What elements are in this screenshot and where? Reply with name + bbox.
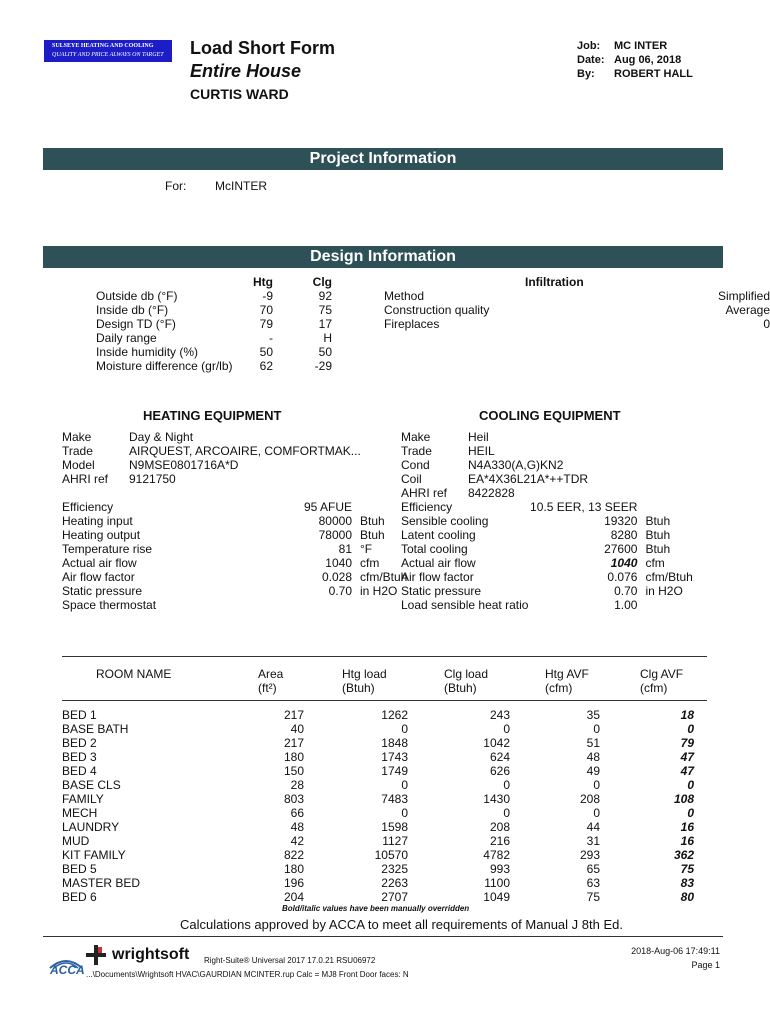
- infiltration-value: 0: [763, 317, 770, 331]
- room-name-cell: KIT FAMILY: [62, 848, 126, 862]
- cooling-spec-row: [401, 542, 693, 556]
- room-htg-avf-cell: 63: [586, 876, 600, 890]
- for-value: McINTER: [215, 179, 267, 193]
- room-clg-avf-cell: 83: [680, 876, 694, 890]
- room-htg-avf-cell: 51: [586, 736, 600, 750]
- heating-info-label: AHRI ref: [62, 472, 109, 486]
- room-htg-cell: 2707: [381, 890, 408, 904]
- heating-spec-value: 1040: [325, 556, 352, 570]
- design-label: Inside db (°F): [96, 303, 169, 317]
- room-name-cell: BED 3: [62, 750, 97, 764]
- table-row: [62, 778, 694, 792]
- cooling-spec-value: 27600: [604, 542, 638, 556]
- table-row: [62, 736, 694, 750]
- room-htg-cell: 0: [401, 806, 408, 820]
- cooling-spec-value: 0.076: [607, 570, 638, 584]
- infiltration-row: [384, 289, 770, 303]
- cooling-info-label: Make: [401, 430, 431, 444]
- room-htg-avf-cell: 293: [579, 848, 600, 862]
- room-area-cell: 217: [283, 736, 304, 750]
- room-clg-avf-cell: 0: [687, 778, 694, 792]
- room-name-cell: FAMILY: [62, 792, 104, 806]
- design-row: [96, 331, 332, 345]
- htg-load-header-label: Htg load: [342, 667, 387, 681]
- heating-spec-row: [62, 542, 407, 556]
- room-htg-cell: 0: [401, 778, 408, 792]
- design-label: Moisture difference (gr/lb): [96, 359, 233, 373]
- design-row: [96, 317, 332, 331]
- heating-equipment-title: HEATING EQUIPMENT: [143, 408, 282, 423]
- cooling-spec-unit: Btuh: [645, 528, 671, 542]
- table-row: [62, 890, 694, 904]
- heating-info-row: [62, 444, 361, 458]
- cooling-info-row: [401, 458, 588, 472]
- table-row: [62, 722, 694, 736]
- cooling-spec-unit: [637, 598, 692, 612]
- heating-spec-unit: Btuh: [360, 528, 385, 542]
- infiltration-value: Simplified: [717, 289, 770, 303]
- room-htg-cell: 10570: [374, 848, 408, 862]
- cooling-spec-unit: [637, 500, 692, 514]
- room-name-cell: LAUNDRY: [62, 820, 120, 834]
- design-conditions: [96, 275, 332, 373]
- heating-spec-unit: [352, 500, 407, 514]
- room-clg-avf-cell: 79: [680, 736, 694, 750]
- design-clg-value: 17: [318, 317, 332, 331]
- wrightsoft-brand: wrightsoft: [112, 946, 190, 963]
- room-area-cell: 66: [290, 806, 304, 820]
- by-label: By:: [577, 68, 595, 80]
- acca-logo-text: ACCA: [50, 963, 85, 977]
- clg-load-header-label: Clg load: [444, 667, 489, 681]
- room-htg-avf-cell: 31: [586, 834, 600, 848]
- job-meta-labels: [577, 39, 605, 81]
- infiltration-row: [384, 317, 770, 331]
- heating-info-row: [62, 430, 361, 444]
- room-name-cell: BASE CLS: [62, 778, 121, 792]
- design-clg-value: 92: [318, 289, 332, 303]
- infiltration-label: Construction quality: [384, 303, 490, 317]
- cooling-info-row: [401, 444, 588, 458]
- room-htg-cell: 1262: [381, 708, 408, 722]
- heating-spec-value: 0.028: [321, 570, 352, 584]
- cooling-spec-unit: Btuh: [645, 542, 671, 556]
- print-timestamp: 2018-Aug-06 17:49:11: [631, 946, 720, 956]
- room-name-cell: MECH: [62, 806, 98, 820]
- heating-spec-value: 0.70: [328, 584, 352, 598]
- room-clg-cell: 208: [489, 820, 510, 834]
- htg-avf-header: [545, 667, 589, 695]
- room-clg-cell: 243: [489, 708, 510, 722]
- table-row: [62, 862, 694, 876]
- heating-info-value: 9121750: [129, 472, 176, 486]
- design-clg-value: 50: [318, 345, 332, 359]
- room-htg-avf-cell: 49: [586, 764, 600, 778]
- room-clg-cell: 626: [489, 764, 510, 778]
- room-clg-avf-cell: 47: [680, 764, 694, 778]
- heating-spec-unit: in H2O: [360, 584, 398, 598]
- cooling-info-row: [401, 472, 588, 486]
- room-htg-avf-cell: 65: [586, 862, 600, 876]
- design-label: Daily range: [96, 331, 157, 345]
- table-row: [62, 750, 694, 764]
- by-value: ROBERT HALL: [614, 68, 693, 80]
- cooling-spec-label: Latent cooling: [401, 528, 476, 542]
- htg-load-header-unit: (Btuh): [342, 681, 375, 695]
- clg-col-header: Clg: [312, 275, 332, 289]
- room-area-cell: 42: [290, 834, 304, 848]
- heating-info-value: N9MSE0801716A*D: [129, 458, 239, 472]
- design-label: Outside db (°F): [96, 289, 178, 303]
- room-htg-cell: 0: [401, 722, 408, 736]
- cooling-spec-value: 10.5 EER, 13 SEER: [530, 500, 638, 514]
- infiltration-header: Infiltration: [525, 275, 584, 289]
- design-htg-value: 50: [259, 345, 273, 359]
- clg-avf-header: [640, 667, 683, 695]
- design-row: [96, 303, 332, 317]
- cooling-spec-label: Air flow factor: [401, 570, 474, 584]
- client-name: CURTIS WARD: [190, 86, 289, 102]
- table-row: [62, 820, 694, 834]
- cooling-spec-row: [401, 528, 693, 542]
- cooling-spec-label: Load sensible heat ratio: [401, 598, 529, 612]
- design-spacer: [273, 345, 307, 359]
- heating-info-row: [62, 458, 361, 472]
- cooling-spec-label: Static pressure: [401, 584, 482, 598]
- room-table-header-rule: [62, 700, 707, 701]
- heating-spec-row: [62, 570, 407, 584]
- area-header-unit: (ft²): [258, 681, 277, 695]
- design-htg-value: -9: [262, 289, 273, 303]
- clg-load-header: [444, 667, 488, 695]
- room-clg-cell: 216: [489, 834, 510, 848]
- page-subtitle: Entire House: [190, 61, 302, 81]
- room-clg-avf-cell: 18: [680, 708, 694, 722]
- design-label: Inside humidity (%): [96, 345, 199, 359]
- room-clg-avf-cell: 108: [673, 792, 694, 806]
- cooling-spec-unit: in H2O: [645, 584, 683, 598]
- room-name-cell: MUD: [62, 834, 90, 848]
- heating-spec-value: 80000: [318, 514, 352, 528]
- cooling-spec-value: 19320: [604, 514, 638, 528]
- table-row: [62, 708, 694, 722]
- wrightsoft-logo: [86, 945, 108, 968]
- heating-spec-label: Air flow factor: [62, 570, 135, 584]
- room-table-top-rule: [62, 656, 707, 657]
- heating-spec-unit: °F: [360, 542, 373, 556]
- cooling-spec-label: Efficiency: [401, 500, 453, 514]
- cooling-info-value: N4A330(A,G)KN2: [468, 458, 564, 472]
- room-clg-avf-cell: 16: [680, 834, 694, 848]
- design-row: [96, 359, 332, 373]
- room-area-cell: 48: [290, 820, 304, 834]
- cooling-info-row: [401, 430, 588, 444]
- heating-info-label: Model: [62, 458, 95, 472]
- clg-avf-header-unit: (cfm): [640, 681, 668, 695]
- heating-spec-value: 81: [338, 542, 352, 556]
- cooling-info-value: Heil: [468, 430, 489, 444]
- job-meta-values: [614, 39, 693, 81]
- design-label: Design TD (°F): [96, 317, 176, 331]
- acca-approval-note: Calculations approved by ACCA to meet all requirements of Manual J 8th Ed.: [180, 917, 623, 932]
- heating-info-label: Trade: [62, 444, 93, 458]
- room-clg-cell: 1430: [483, 792, 510, 806]
- cooling-spec-value: 0.70: [614, 584, 638, 598]
- cooling-spec-row: [401, 570, 693, 584]
- infiltration-value: Average: [725, 303, 770, 317]
- area-header: [258, 667, 283, 695]
- room-area-cell: 40: [290, 722, 304, 736]
- job-value: MC INTER: [614, 40, 668, 52]
- design-spacer: [273, 303, 307, 317]
- heating-spec-unit: cfm/Btuh: [360, 570, 408, 584]
- cooling-spec-label: Sensible cooling: [401, 514, 489, 528]
- heating-spec-label: Space thermostat: [62, 598, 157, 612]
- room-clg-cell: 0: [503, 806, 510, 820]
- for-label: For:: [165, 179, 187, 193]
- cooling-info-label: Coil: [401, 472, 422, 486]
- heating-info-label: Make: [62, 430, 92, 444]
- cooling-spec-value: 8280: [610, 528, 638, 542]
- table-row: [62, 834, 694, 848]
- room-htg-avf-cell: 35: [586, 708, 600, 722]
- room-clg-cell: 0: [503, 778, 510, 792]
- room-area-cell: 217: [283, 708, 304, 722]
- heating-info-value: AIRQUEST, ARCOAIRE, COMFORTMAK...: [129, 444, 361, 458]
- infiltration-row: [384, 303, 770, 317]
- room-htg-avf-cell: 48: [586, 750, 600, 764]
- heating-spec-unit: [352, 598, 407, 612]
- room-area-cell: 180: [283, 750, 304, 764]
- room-htg-cell: 2325: [381, 862, 408, 876]
- cooling-spec-unit: cfm: [645, 556, 665, 570]
- logo-line2: QUALITY AND PRICE ALWAYS ON TARGET: [52, 52, 164, 58]
- cooling-info-value: 8422828: [468, 486, 515, 500]
- cooling-spec-row: [401, 584, 693, 598]
- cooling-spec-value: 1.00: [614, 598, 638, 612]
- cooling-info-label: Cond: [401, 458, 430, 472]
- htg-col-header: Htg: [253, 275, 273, 289]
- design-spacer: [273, 289, 307, 303]
- room-htg-avf-cell: 75: [586, 890, 600, 904]
- room-name-cell: BED 2: [62, 736, 97, 750]
- room-clg-cell: 0: [503, 722, 510, 736]
- room-area-cell: 204: [283, 890, 304, 904]
- room-clg-avf-cell: 16: [680, 820, 694, 834]
- heating-info: [62, 430, 361, 486]
- heating-spec-value: [182, 598, 352, 612]
- room-clg-cell: 624: [489, 750, 510, 764]
- design-clg-value: -29: [314, 359, 332, 373]
- infiltration-block: [384, 289, 770, 331]
- heating-spec-value: 78000: [318, 528, 352, 542]
- design-row: [96, 289, 332, 303]
- room-clg-avf-cell: 0: [687, 722, 694, 736]
- room-clg-avf-cell: 47: [680, 750, 694, 764]
- room-table: [62, 708, 694, 904]
- room-area-cell: 822: [283, 848, 304, 862]
- table-row: [62, 806, 694, 820]
- room-area-cell: 180: [283, 862, 304, 876]
- htg-load-header: [342, 667, 387, 695]
- cooling-info-label: AHRI ref: [401, 486, 448, 500]
- heating-spec-label: Heating output: [62, 528, 141, 542]
- room-area-cell: 28: [290, 778, 304, 792]
- room-htg-cell: 1743: [381, 750, 408, 764]
- room-htg-avf-cell: 0: [593, 722, 600, 736]
- room-name-cell: MASTER BED: [62, 876, 141, 890]
- cooling-spec-unit: Btuh: [645, 514, 671, 528]
- project-info-band: Project Information: [43, 148, 723, 170]
- design-htg-value: 62: [259, 359, 273, 373]
- heating-spec-row: [62, 514, 407, 528]
- room-clg-cell: 1042: [483, 736, 510, 750]
- heating-specs: [62, 500, 407, 612]
- date-label: Date:: [577, 54, 605, 66]
- infiltration-label: Method: [384, 289, 425, 303]
- room-name-header: ROOM NAME: [96, 667, 172, 681]
- wrightsoft-mark-icon: [86, 945, 108, 965]
- design-row: [96, 345, 332, 359]
- heating-spec-label: Temperature rise: [62, 542, 153, 556]
- cooling-spec-label: Actual air flow: [401, 556, 476, 570]
- page-number: Page 1: [691, 960, 720, 970]
- room-area-cell: 150: [283, 764, 304, 778]
- room-htg-avf-cell: 208: [579, 792, 600, 806]
- area-header-label: Area: [258, 667, 284, 681]
- heating-spec-label: Actual air flow: [62, 556, 137, 570]
- design-spacer: [273, 317, 307, 331]
- room-clg-cell: 1049: [483, 890, 510, 904]
- table-row: [62, 792, 694, 806]
- project-file-path: ...\Documents\Wrightsoft HVAC\GAURDIAN MCINTER.rup Calc = MJ8 Front Door faces: N: [86, 970, 409, 979]
- heating-spec-row: [62, 556, 407, 570]
- clg-avf-header-label: Clg AVF: [640, 667, 684, 681]
- heating-spec-label: Static pressure: [62, 584, 143, 598]
- company-logo: [44, 40, 172, 62]
- room-clg-cell: 993: [489, 862, 510, 876]
- cooling-spec-row: [401, 514, 693, 528]
- cooling-info-row: [401, 486, 588, 500]
- design-htg-value: -: [269, 331, 273, 345]
- design-clg-value: 75: [318, 303, 332, 317]
- htg-avf-header-unit: (cfm): [545, 681, 573, 695]
- heating-spec-row: [62, 528, 407, 542]
- cooling-spec-label: Total cooling: [401, 542, 468, 556]
- room-name-cell: BASE BATH: [62, 722, 129, 736]
- heating-spec-row: [62, 584, 407, 598]
- table-row: [62, 764, 694, 778]
- design-clg-value: H: [323, 331, 332, 345]
- footer-rule: [43, 936, 723, 937]
- room-clg-avf-cell: 362: [673, 848, 694, 862]
- room-htg-cell: 1848: [381, 736, 408, 750]
- room-htg-avf-cell: 44: [586, 820, 600, 834]
- cooling-equipment-title: COOLING EQUIPMENT: [479, 408, 621, 423]
- heating-spec-unit: cfm: [360, 556, 380, 570]
- table-row: [62, 876, 694, 890]
- heating-info-row: [62, 472, 361, 486]
- room-name-cell: BED 1: [62, 708, 97, 722]
- heating-spec-row: [62, 598, 407, 612]
- cooling-info-value: HEIL: [468, 444, 495, 458]
- htg-avf-header-label: Htg AVF: [545, 667, 589, 681]
- heating-spec-unit: Btuh: [360, 514, 385, 528]
- room-htg-cell: 7483: [381, 792, 408, 806]
- room-name-cell: BED 4: [62, 764, 97, 778]
- date-value: Aug 06, 2018: [614, 54, 682, 66]
- room-clg-avf-cell: 80: [680, 890, 694, 904]
- cooling-specs: [401, 500, 693, 612]
- page-title: Load Short Form: [190, 38, 335, 58]
- heating-spec-label: Heating input: [62, 514, 133, 528]
- design-info-band: Design Information: [43, 246, 723, 268]
- cooling-spec-value: 1040: [610, 556, 638, 570]
- design-spacer: [273, 331, 307, 345]
- design-htg-value: 79: [259, 317, 273, 331]
- software-version: Right-Suite® Universal 2017 17.0.21 RSU06972: [204, 956, 376, 965]
- cooling-spec-row: [401, 598, 693, 612]
- table-row: [62, 848, 694, 862]
- room-name-cell: BED 6: [62, 890, 97, 904]
- cooling-info-label: Trade: [401, 444, 432, 458]
- room-clg-cell: 1100: [484, 876, 510, 890]
- room-clg-avf-cell: 75: [680, 862, 694, 876]
- heating-spec-label: Efficiency: [62, 500, 114, 514]
- infiltration-label: Fireplaces: [384, 317, 440, 331]
- room-htg-cell: 1598: [381, 820, 408, 834]
- room-area-cell: 803: [283, 792, 304, 806]
- heating-spec-value: 95 AFUE: [303, 500, 352, 514]
- room-clg-cell: 4782: [483, 848, 510, 862]
- cooling-info: [401, 430, 588, 500]
- room-htg-cell: 1749: [381, 764, 408, 778]
- room-htg-avf-cell: 0: [593, 778, 600, 792]
- heating-spec-row: [62, 500, 407, 514]
- cooling-spec-row: [401, 556, 693, 570]
- logo-line1: SULSEYE HEATING AND COOLING: [52, 43, 154, 49]
- heating-info-value: Day & Night: [129, 430, 194, 444]
- room-htg-avf-cell: 0: [593, 806, 600, 820]
- design-spacer: [273, 359, 307, 373]
- room-htg-cell: 2263: [381, 876, 408, 890]
- override-note: Bold/italic values have been manually overridden: [282, 904, 470, 913]
- cooling-spec-unit: cfm/Btuh: [645, 570, 693, 584]
- room-clg-avf-cell: 0: [687, 806, 694, 820]
- clg-load-header-unit: (Btuh): [444, 681, 477, 695]
- room-htg-cell: 1127: [382, 834, 408, 848]
- job-label: Job:: [577, 40, 601, 52]
- room-name-cell: BED 5: [62, 862, 97, 876]
- cooling-spec-row: [401, 500, 693, 514]
- room-area-cell: 196: [283, 876, 304, 890]
- cooling-info-value: EA*4X36L21A*++TDR: [468, 472, 589, 486]
- design-htg-value: 70: [259, 303, 273, 317]
